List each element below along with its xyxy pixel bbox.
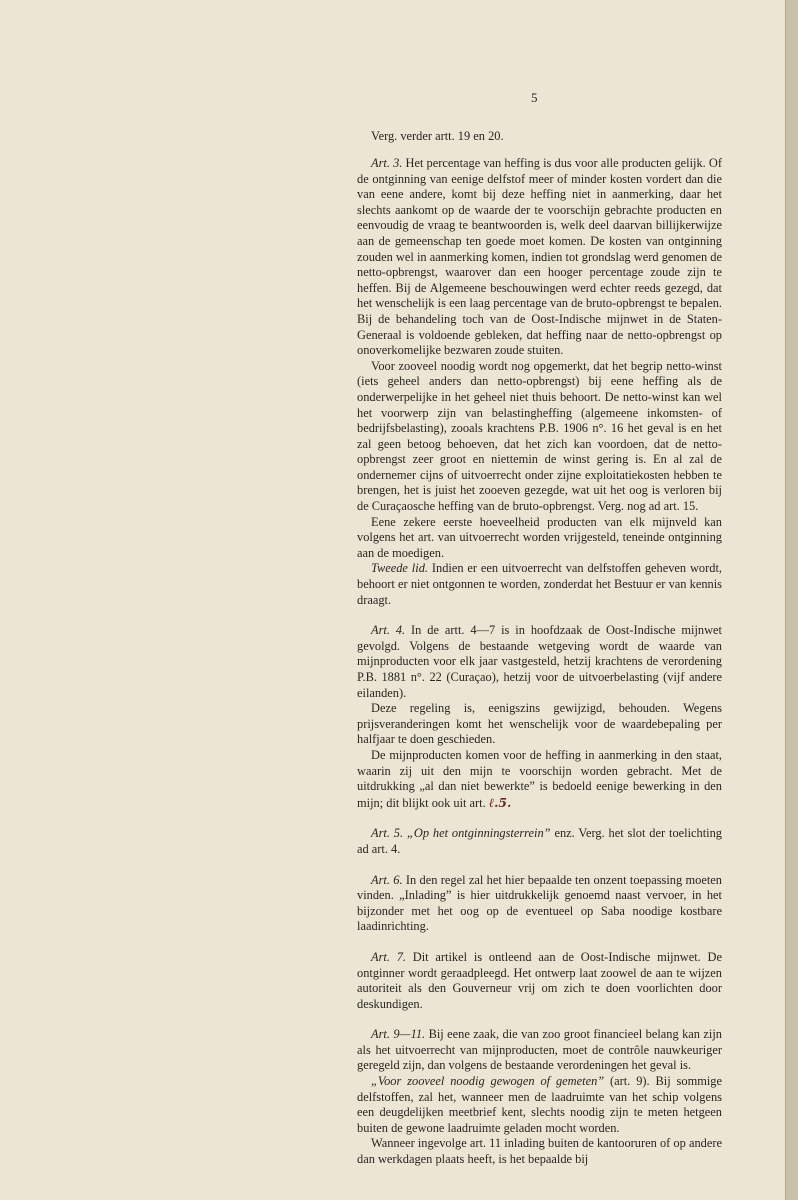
art6-paragraph	[357, 873, 722, 935]
art5-paragraph	[357, 826, 722, 857]
art3-paragraph-2: Voor zooveel noodig wordt nog opgemerkt, dat het begrip netto-winst (iets geheel anders dan netto-opbrengst) bij eene heffing als de onderwerpelijke in het geheel niet thuis behoort. De netto-winst kan wel het voorwerp zijn van belastingheffing (algemeene inkomsten- of bedrijfsbelasting), zooals krachtens P.B. 1906 n°. 16 het geval is en het zal geen betoog behoeven, dat het zich kan voordoen, dat de netto-opbrengst zeer groot en niettemin de winst gering is. En al zal de ondernemer cijns of uitvoerrecht onder zijne exploitatiekosten hebben te brengen, het is juist het zooeven gezegde, wat uit het oog is verloren bij de Curaçaosche heffing van de bruto-opbrengst. Verg. nog ad art. 15.	[357, 358, 722, 514]
art9-paragraph-3: Wanneer ingevolge art. 11 inlading buiten de kantooruren of op andere dan werkdagen plaats heeft, is het bepaalde bij	[357, 1136, 722, 1167]
page-edge	[785, 0, 798, 1200]
body-text	[357, 156, 722, 1168]
page-number: 5	[531, 90, 538, 105]
art9-paragraph	[357, 1027, 722, 1074]
art3-p4-text: Indien er een uitvoerrecht van delfstoffen geheven wordt, behoort er niet ontgonnen te worden, zonderdat het Bestuur er van kennis draagt.	[357, 561, 722, 607]
art9-p2-text: (art. 9). Bij sommige delfstoffen, zal het, wanneer men de laadruimte van het schip volgens een deugdelijken meetbrief kent, slechts noodig zijn te meten hetgeen buiten de gewone laadruimte geladen mocht worden.	[357, 1074, 722, 1135]
art6-label: Art. 6.	[371, 872, 403, 887]
art3-p4-label: Tweede lid.	[371, 561, 428, 576]
art7-text: Dit artikel is ontleend aan de Oost-Indische mijnwet. De ontginner wordt geraadpleegd. Het ontwerp laat zoowel de aan te wijzen autoriteit als den Gouverneur vrij om zich te doen voorlichten door deskundigen.	[357, 949, 723, 1011]
art9-p2-quote: „Voor zooveel noodig gewogen of gemeten”	[371, 1074, 605, 1089]
art3-paragraph	[357, 156, 722, 359]
art3-paragraph-4	[357, 561, 722, 608]
art9-label: Art. 9—11.	[371, 1027, 426, 1042]
art5-text: enz. Verg. het slot der toelichting ad art. 4.	[357, 826, 722, 856]
art5-quote: „Op het ontginningsterrein”	[406, 826, 551, 841]
intro-line: Verg. verder artt. 19 en 20.	[371, 129, 504, 143]
art3-paragraph-3: Eene zekere eerste hoeveelheid producten van elk mijnveld kan volgens het art. van uitvoerrecht worden vrijgesteld, teneinde ontginning aan de moedigen.	[357, 514, 722, 560]
art4-p3-text: De mijnproducten komen voor de heffing in aanmerking in den staat, waarin zij uit den mijn te voorschijn worden gebracht. Met de uitdrukking „al dan niet bewerkte” is bedoeld eenige bewerking in den mijn; dit blijkt ook uit art.	[357, 747, 722, 810]
art7-paragraph	[357, 950, 722, 1012]
handwritten-annotation: ℓ.5.	[488, 794, 512, 810]
art9-text: Bij eene zaak, die van zoo groot financieel belang kan zijn als het uitvoerrecht van mijnproducten, moet de contrôle nauwkeuriger geregeld zijn, dan volgens de bestaande verordeningen het geval is.	[357, 1027, 723, 1073]
art4-paragraph-3	[357, 748, 722, 811]
art9-paragraph-2	[357, 1074, 722, 1136]
art4-text: In de artt. 4—7 is in hoofdzaak de Oost-Indische mijnwet gevolgd. Volgens de bestaande wetgeving wordt de waarde van mijnproducten voor elk jaar vastgesteld, hetzij krachtens de verordening P.B. 1881 n°. 22 (Curaçao), hetzij voor de uitvoerbelasting (vijf andere eilanden).	[357, 623, 722, 700]
art3-text: Het percentage van heffing is dus voor alle producten gelijk. Of de ontginning van eenige delfstof meer of minder kosten vordert dan die van eene andere, komt bij deze heffing niet in aanmerking, daar het slechts aankomt op de waarde der te voorschijn gebrachte producten en eenvoudig de vraag te beantwoorden is, welk deel daarvan billijkerwijze aan de gemeenschap ten goede moet komen. De kosten van ontginning zouden wel in aanmerking komen, indien tot grondslag werd genomen de netto-opbrengst, waarover dan een hooger percentage zoude zijn te heffen. Bij de Algemeene beschouwingen werd echter reeds gezegd, dat het wenschelijk is een laag percentage van de bruto-opbrengst te bepalen. Bij de behandeling toch van de Oost-Indische mijnwet in de Staten-Generaal is voldoende gebleken, dat heffing naar de netto-opbrengst op onoverkomelijke bezwaren zoude stuiten.	[357, 156, 722, 358]
art3-label: Art. 3.	[371, 156, 403, 170]
art5-label: Art. 5.	[371, 826, 404, 841]
art4-paragraph-2: Deze regeling is, eenigszins gewijzigd, behouden. Wegens prijsveranderingen komt het wenschelijk voor de waardebepaling per halfjaar te doen geschieden.	[357, 701, 722, 747]
art7-label: Art. 7.	[371, 949, 407, 964]
art6-text: In den regel zal het hier bepaalde ten onzent toepassing moeten vinden. „Inlading” is hier uitdrukkelijk genoemd naast vervoer, in het bijzonder met het oog op de eventueel op Saba noodige kostbare laadinrichting.	[357, 872, 722, 934]
art4-label: Art. 4.	[371, 623, 406, 638]
art4-paragraph	[357, 623, 722, 701]
